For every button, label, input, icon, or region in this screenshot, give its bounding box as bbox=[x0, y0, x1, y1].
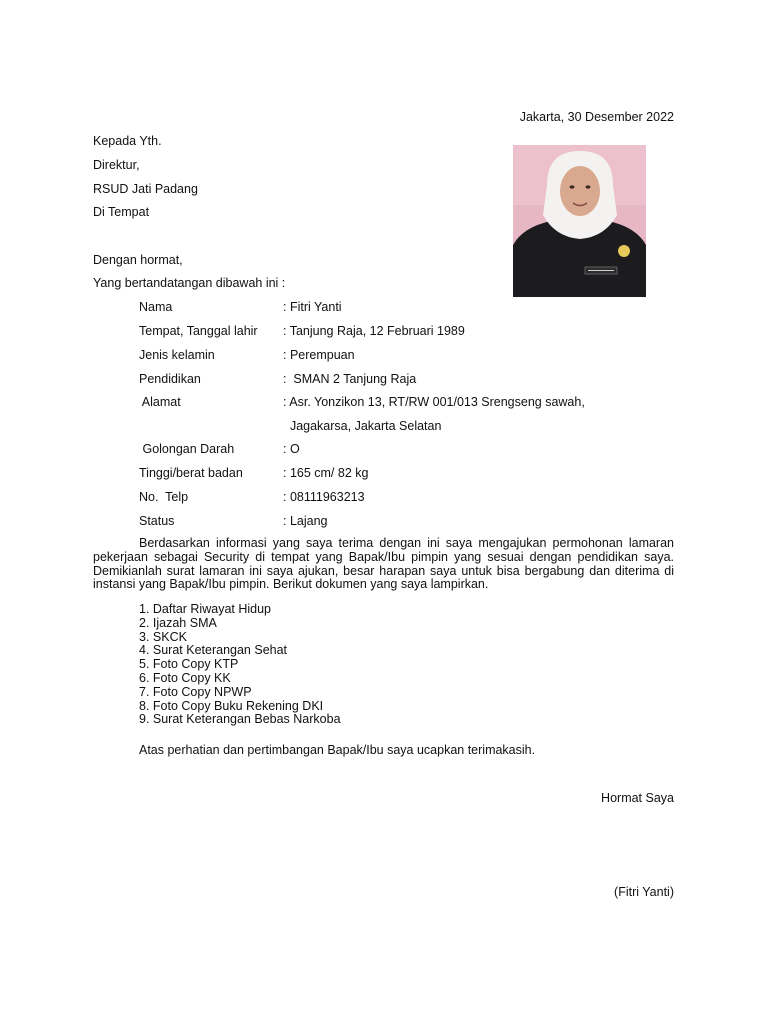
applicant-photo bbox=[513, 145, 646, 297]
addressee-line-3: RSUD Jati Padang bbox=[93, 182, 198, 196]
signature-name: (Fitri Yanti) bbox=[614, 885, 674, 899]
greeting: Dengan hormat, bbox=[93, 253, 183, 267]
field-value-address-line-2: Jagakarsa, Jakarta Selatan bbox=[283, 419, 442, 433]
field-label-ttl: Tempat, Tanggal lahir bbox=[139, 324, 258, 338]
list-item: 6. Foto Copy KK bbox=[139, 670, 231, 685]
body-paragraph: Berdasarkan informasi yang saya terima dengan ini saya mengajukan permohonan lamaran pekerjaan sebagai Security di tempat yang Bapak/Ibu pimpin yang sesuai dengan pendidikan saya. Demikianlah surat lamaran ini saya ajukan, besar harapan saya untuk bisa bergabung dan diterima di instansi yang Bapak/Ibu pimpin. Berikut dokumen yang saya lampirkan. bbox=[93, 536, 674, 592]
signoff: Hormat Saya bbox=[601, 791, 674, 805]
list-item: 2. Ijazah SMA bbox=[139, 615, 217, 630]
field-value-education: : SMAN 2 Tanjung Raja bbox=[283, 372, 417, 386]
field-label-education: Pendidikan bbox=[139, 372, 201, 386]
field-value-phone: : 08111963213 bbox=[283, 490, 365, 504]
field-value-ttl: : Tanjung Raja, 12 Februari 1989 bbox=[283, 324, 465, 338]
attachments-list bbox=[139, 603, 341, 727]
addressee-line-2: Direktur, bbox=[93, 158, 140, 172]
list-item: 7. Foto Copy NPWP bbox=[139, 684, 252, 699]
list-item: 9. Surat Keterangan Bebas Narkoba bbox=[139, 712, 341, 727]
letter-date: Jakarta, 30 Desember 2022 bbox=[519, 110, 674, 124]
field-value-blood-type: : O bbox=[283, 442, 300, 456]
field-label-blood-type: Golongan Darah bbox=[139, 442, 235, 456]
addressee-line-1: Kepada Yth. bbox=[93, 134, 162, 148]
field-label-address: Alamat bbox=[139, 395, 181, 409]
closing-sentence: Atas perhatian dan pertimbangan Bapak/Ibu saya ucapkan terimakasih. bbox=[139, 743, 536, 757]
list-item: 3. SKCK bbox=[139, 629, 187, 644]
field-label-gender: Jenis kelamin bbox=[139, 348, 215, 362]
field-label-status: Status bbox=[139, 514, 175, 528]
list-item: 8. Foto Copy Buku Rekening DKI bbox=[139, 698, 324, 713]
list-item: 4. Surat Keterangan Sehat bbox=[139, 643, 288, 658]
field-value-gender: : Perempuan bbox=[283, 348, 355, 362]
addressee-line-4: Di Tempat bbox=[93, 205, 150, 219]
field-value-status: : Lajang bbox=[283, 514, 328, 528]
field-label-phone: No. Telp bbox=[139, 490, 189, 504]
field-value-address: : Asr. Yonzikon 13, RT/RW 001/013 Srengseng sawah, bbox=[283, 395, 585, 409]
field-value-height-weight: : 165 cm/ 82 kg bbox=[283, 466, 369, 480]
intro-line: Yang bertandatangan dibawah ini : bbox=[93, 276, 286, 290]
field-label-nama: Nama bbox=[139, 300, 173, 314]
field-label-height-weight: Tinggi/berat badan bbox=[139, 466, 243, 480]
list-item: 1. Daftar Riwayat Hidup bbox=[139, 602, 272, 616]
list-item: 5. Foto Copy KTP bbox=[139, 657, 239, 672]
field-value-nama: : Fitri Yanti bbox=[283, 300, 342, 314]
